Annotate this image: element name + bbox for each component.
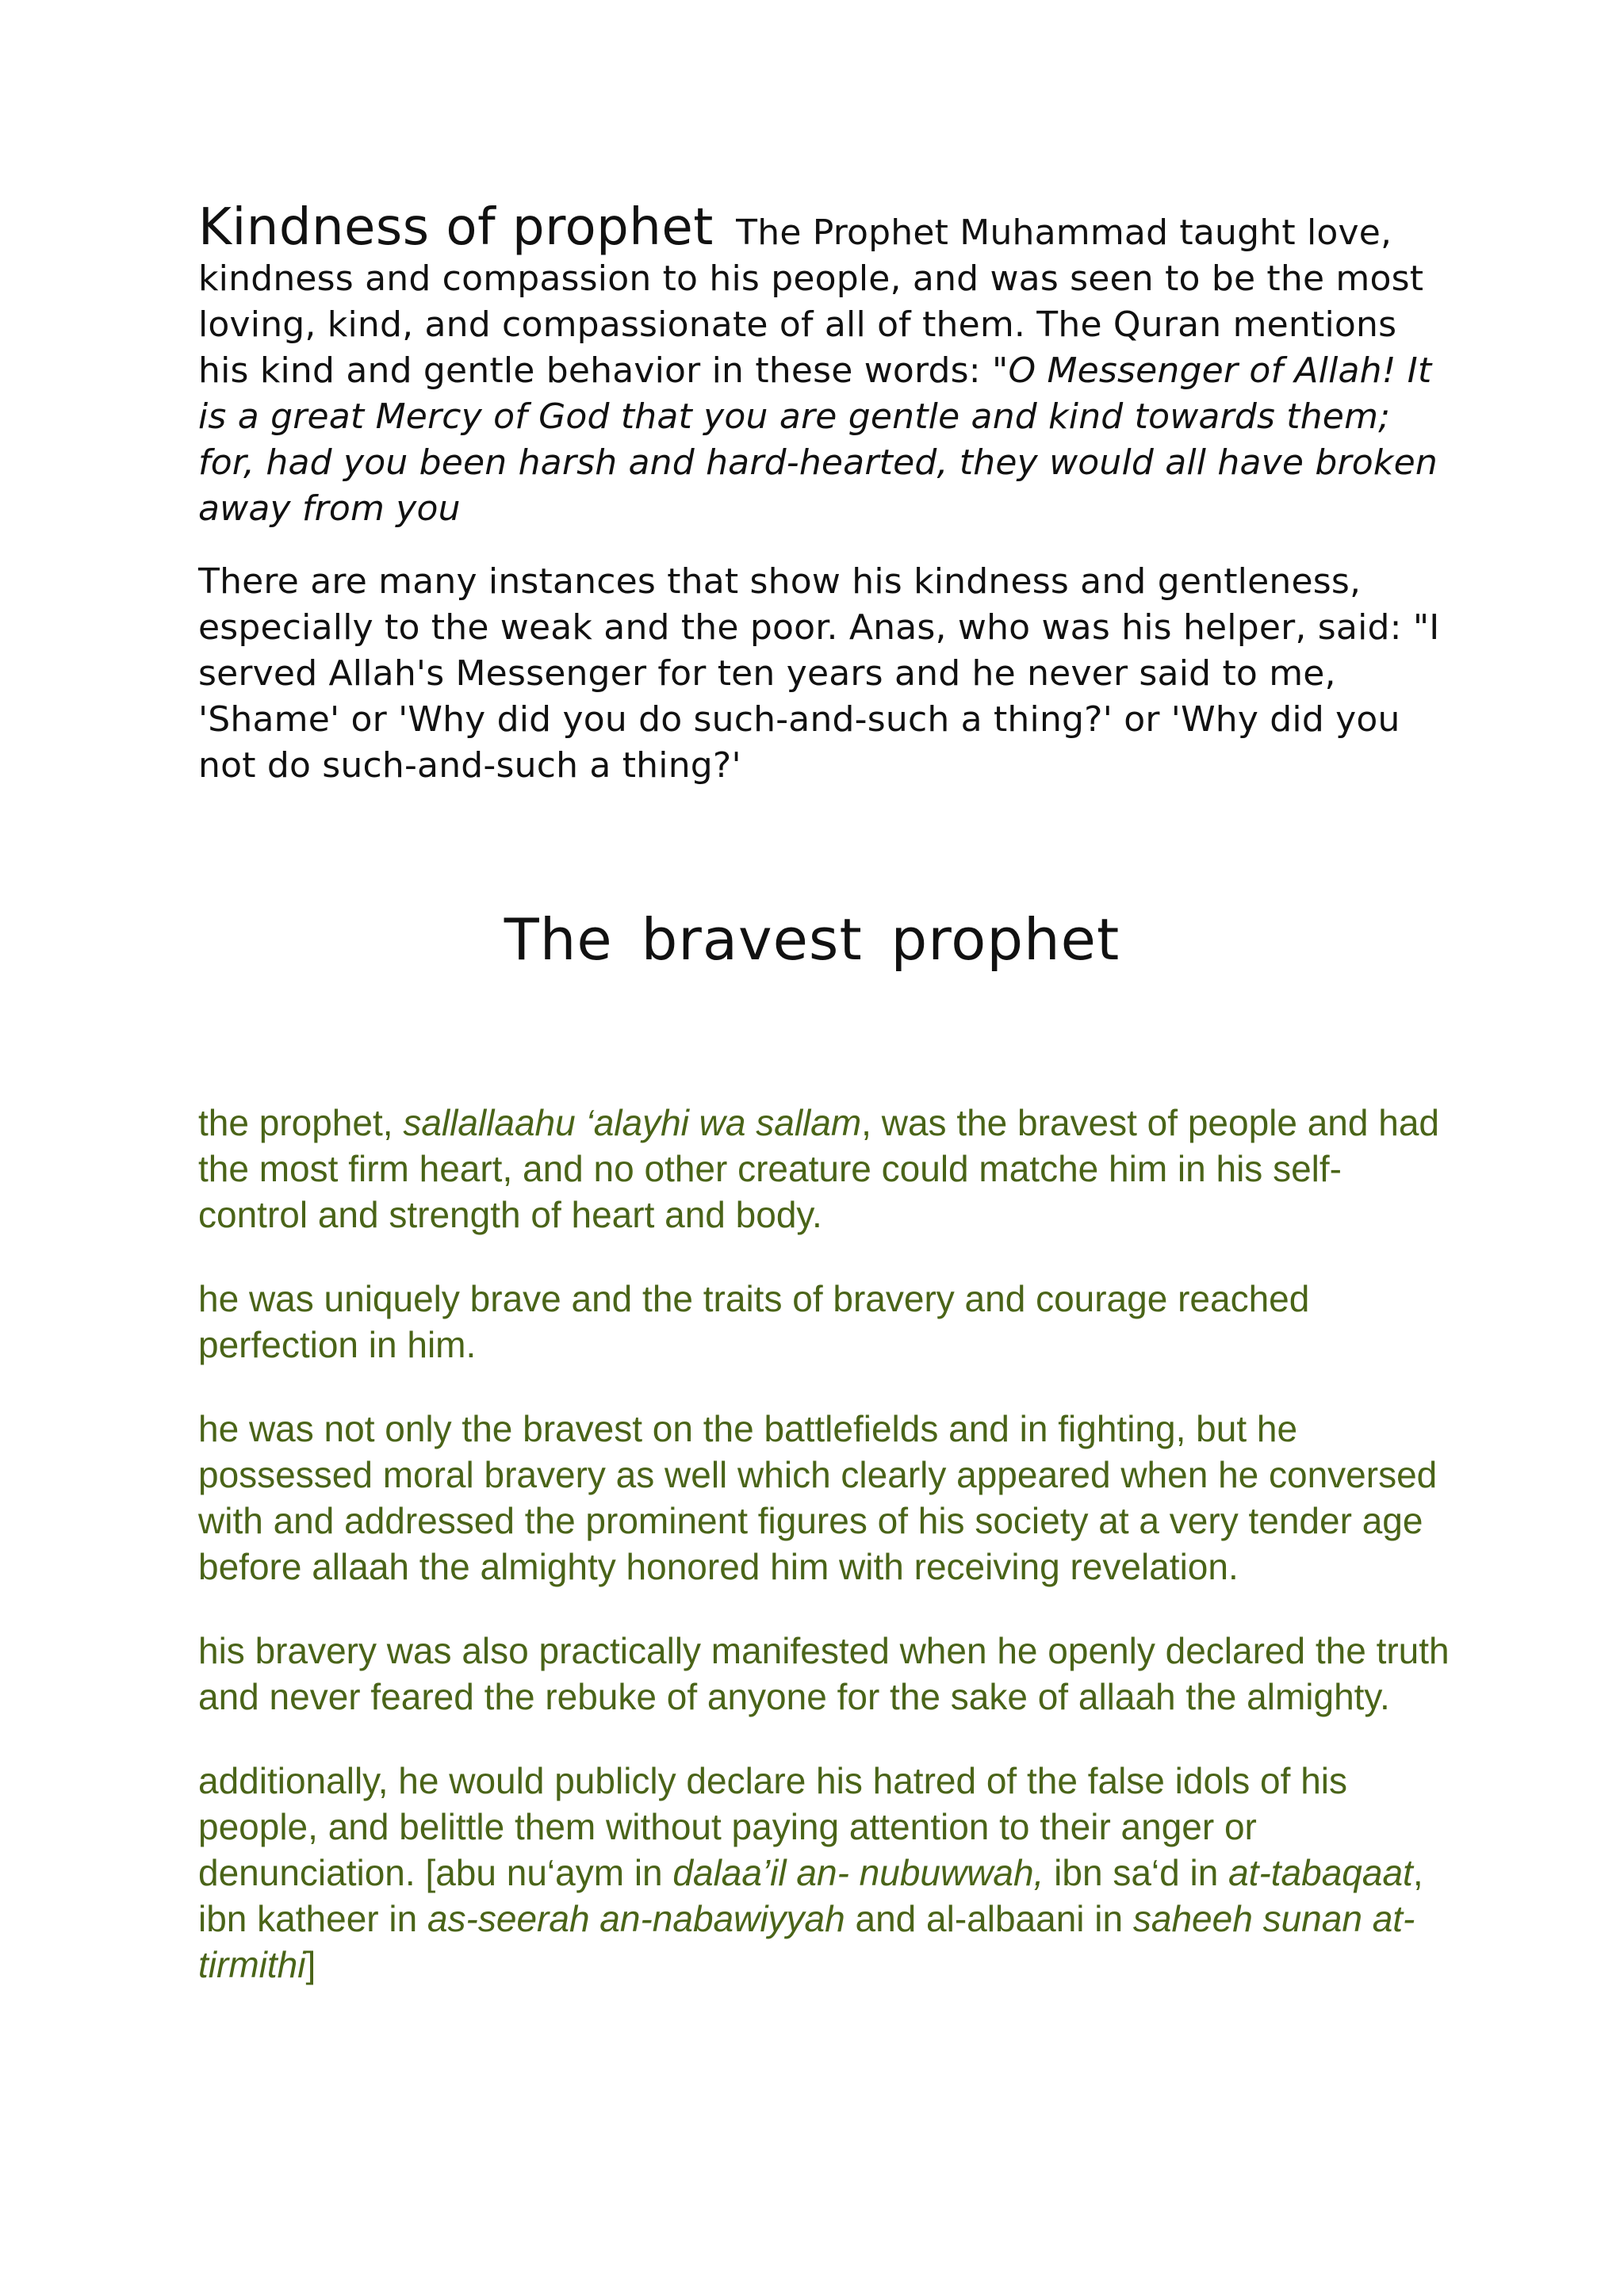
kindness-paragraph-2: There are many instances that show his kindness and gentleness, especially to the weak and the poor. Anas, who was his helper, said: "I served Allah's Messenger for ten years and he never said to me, 'Shame' or 'Why did you do such-and-such a thing?' or 'Why did you not do such-and-such a thing?' [198,561,1440,786]
citation-dalaail: dalaa’il an- nubuwwah, [672,1852,1044,1893]
bravery-p5-part-a: additionally, he would publicly declare his hatred of the false idols of his people, and belittle them without paying attention to their anger or denunciation. [abu nu‘aym in [198,1760,1347,1893]
bravery-paragraph-1 [198,1100,1451,1238]
bravery-p5-part-b: ibn sa‘d in [1044,1852,1229,1893]
bravery-paragraph-5 [198,1758,1451,1988]
salutation-italic: sallallaahu ‘alayhi wa sallam [403,1102,862,1143]
bravery-p1-start: the prophet, [198,1102,404,1143]
citation-tabaqaat: at-tabaqaat [1228,1852,1413,1893]
kindness-intro-text: The Prophet Muhammad taught love, kindness and compassion to his people, and was seen to be the most loving, kind, and compassionate of all of them. The Quran mentions his kind and gentle behavior in these words: [198,212,1424,391]
bravery-paragraph-3: he was not only the bravest on the battlefields and in fighting, but he possessed moral bravery as well which clearly appeared when he conversed with and addressed the prominent figures of his society at a very tender age before allaah the almighty honored him with receiving revelation. [198,1408,1438,1587]
bravery-p5-part-d: and al-albaani in [845,1898,1133,1939]
citation-tirmithi: saheeh sunan at-tirmithi [198,1898,1415,1985]
bravery-p1-end: , was the bravest of people and had the most firm heart, and no other creature could matche him in his self-control and strength of heart and body. [198,1102,1440,1235]
bravery-section [198,1100,1451,2026]
bravery-paragraph-2: he was uniquely brave and the traits of bravery and courage reached perfection in him. [198,1278,1310,1365]
bravery-p5-part-c: , ibn katheer in [198,1852,1423,1939]
kindness-title: Kindness of prophet [198,198,714,257]
bravery-p5-part-e: ] [305,1944,316,1985]
citation-seerah: as-seerah an-nabawiyyah [427,1898,845,1939]
quran-quote: "O Messenger of Allah! It is a great Mercy of God that you are gentle and kind towards them; for, had you been harsh and hard-hearted, they would all have broken away from you [198,350,1438,529]
bravest-heading: The bravest prophet [504,906,1120,973]
bravery-paragraph-4: his bravery was also practically manifested when he openly declared the truth and never feared the rebuke of anyone for the sake of allaah the almighty. [198,1630,1450,1717]
kindness-paragraph-1 [198,198,1451,532]
kindness-section [198,198,1451,789]
